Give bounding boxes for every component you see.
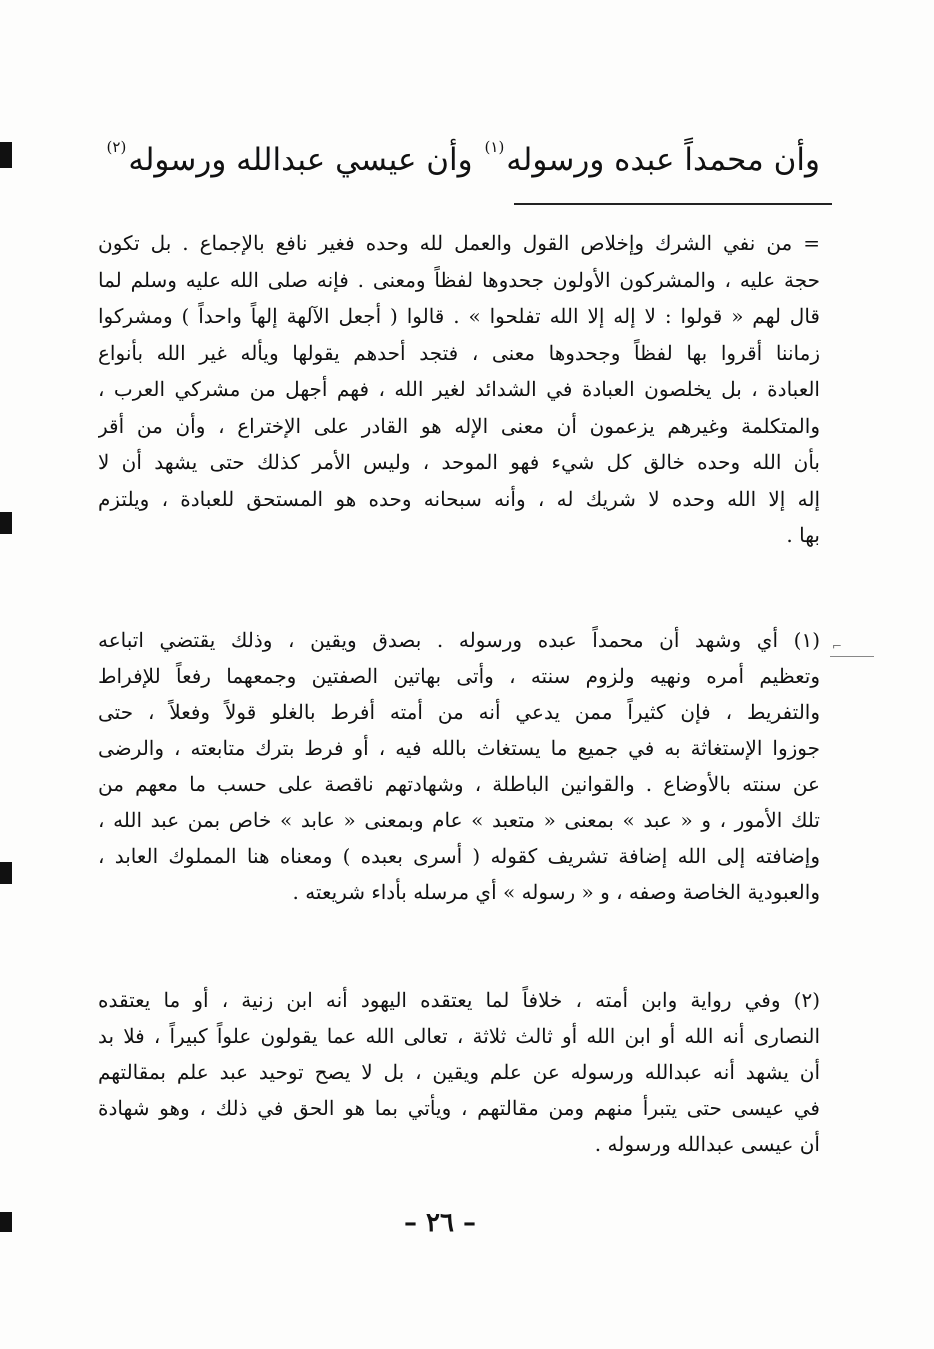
footnote-line: = من نفي الشرك وإخلاص القول والعمل لله وحده فغير نافع بالإجماع . بل تكون [98,231,820,255]
footnote-line: إله إلا الله وحده لا شريك له ، وأنه سبحانه وحده هو المستحق للعبادة ، ويلتزم [98,486,820,511]
footnote-line: (١) أي وشهد أن محمداً عبده ورسوله . بصدق ويقين ، وذلك يقتضي اتباعه [98,628,820,652]
scan-edge-mark [0,512,12,534]
footnote-line: تلك الأمور ، و « عبد » بمعنى « متعبد » عام وبمعنى « عابد » خاص بمن عبد الله ، [98,808,820,832]
footnote-line: حجة عليه ، والمشركون الأولون جحدوها لفظاً ومعنى . فإنه صلى الله عليه وسلم لما [98,267,820,292]
page-heading [106,118,820,189]
footnote-ref-2[interactable]: (٢) [106,138,127,156]
footnote-line: العبادة ، بل يخلصون العبادة في الشدائد لغير الله ، فهم أجهل من مشركي العرب ، [98,377,820,401]
footnote-line: وتعظيم أمره ونهيه ولزوم سنته ، وأتى بهاتين الصفتين وجمعهما رفعاً للإفراط [98,664,820,688]
footnote-line: بأن الله وحده خالق كل شيء فهو الموحد ، وليس الأمر كذلك حتى يشهد أن لا [98,450,820,474]
footnote-line: وإضافته إلى الله إضافة تشريف كقوله ( أسرى بعبده ) ومعناه هنا المملوك العابد ، [98,844,820,868]
footnote-line: والمتكلمة وغيرهم يزعمون أن معنى الإله هو القادر على الإختراع ، وأن من أقر [98,413,820,438]
footnote-line: بها . [786,523,820,547]
footnote-1-block [98,622,820,910]
footnote-2-block [98,982,820,1162]
footnote-line: (٢) وفي رواية وابن أمته ، خلافاً لما يعتقده اليهود أنه ابن زنية ، أو ما يعتقده [98,988,820,1012]
footnote-line: والعبودية الخاصة وصفه ، و « رسوله » أي مرسله بأداء شريعته . [292,880,820,904]
footnote-continued-block [98,225,820,554]
footnote-separator-rule [514,203,832,205]
heading-text-muhammad: وأن محمداً عبده ورسوله [506,142,820,178]
page-number: – ٢٦ – [403,1208,477,1238]
margin-mark: ⌐ [832,639,843,653]
scan-edge-mark [0,862,12,884]
footnote-line: النصارى أنه الله أو ابن الله أو ثالث ثلاثة ، تعالى الله عما يقولون علواً كبيراً ، فلا بد [98,1024,820,1048]
footnote-line: زماننا أقروا بها لفظاً وجحدوها معنى ، فتجد أحدهم يقولها ويأله غير الله بأنواع [98,340,820,365]
footnote-ref-1[interactable]: (١) [484,138,505,156]
footnote-line: أن يشهد أنه عبدالله ورسوله عن علم ويقين ، بل لا يصح توحيد عبد علم بمقالتهم [98,1060,820,1084]
footnote-line: عن سنته بالأوضاع . والقوانين الباطلة ، وشهادتهم ناقصة على حسب ما معهم من [98,772,820,796]
footnote-line: أن عيسى عبدالله ورسوله . [594,1132,820,1156]
scan-edge-mark [0,1212,12,1232]
footnote-line: في عيسى حتى يتبرأ منهم ومن مقالتهم ، ويأتي بما هو الحق في ذلك ، وهو شهادة [98,1096,820,1120]
margin-stroke [830,656,874,657]
footnote-line: جوزوا الإستغاثة به في جميع ما يستغاث بالله فيه ، أو فرط بترك متابعته ، والرضى [98,736,820,760]
footnote-line: قال لهم « قولوا : لا إله إلا الله تفلحوا » . قالوا ( أجعل الآلهة إلهاً واحداً ) ومشركوا [98,304,820,328]
heading-text-isa: وأن عيسي عبدالله ورسوله [128,142,473,178]
scan-edge-mark [0,142,12,168]
footnote-line: والتفريط ، فإن كثيراً ممن يدعي أنه من أمته أفرط بالغلو قولاً وفعلاً ، حتى [98,700,820,724]
